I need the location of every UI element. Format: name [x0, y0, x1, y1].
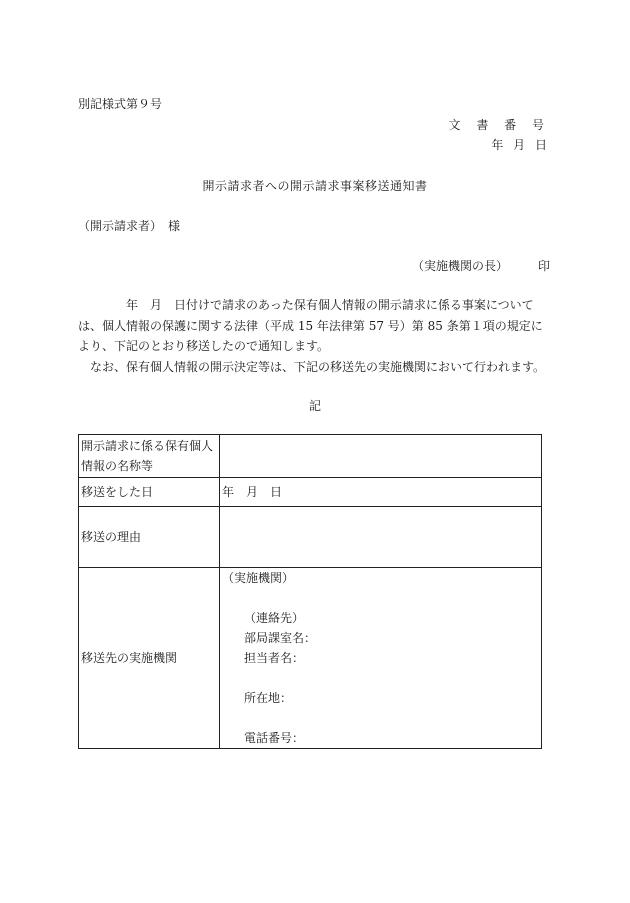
address-line: 所在地：: [244, 691, 293, 705]
form-number: 別記様式第９号: [78, 97, 163, 111]
requested-info-label: 開示請求に係る保有個人情報の名称等: [79, 435, 220, 478]
table-row: [79, 568, 542, 749]
destination-agency-value: [220, 568, 542, 749]
transfer-details-table: [78, 434, 542, 749]
transfer-reason-value: [220, 507, 542, 568]
addressee: （開示請求者） 様: [78, 219, 181, 233]
table-row: [79, 435, 542, 478]
table-row: [79, 478, 542, 507]
body-paragraph-1: 年 月 日付けで請求のあった保有個人情報の開示請求に係る事案については、個人情報の保護に関する法律（平成 15 年法律第 57 号）第 85 条第１項の規定により、下記のとおり移送したので通知します。: [78, 298, 543, 353]
destination-agency-label: 移送先の実施機関: [79, 568, 220, 749]
agency-line: （実施機関）: [222, 571, 295, 585]
transfer-date-label: 移送をした日: [79, 478, 220, 507]
body-paragraph-2: なお、保有個人情報の開示決定等は、下記の移送先の実施機関において行われます。: [78, 359, 546, 374]
contact-line: （連絡先）: [244, 611, 305, 625]
person-line: 担当者名：: [244, 651, 305, 665]
document-date-label: 年 月 日: [491, 138, 550, 152]
department-line: 部局課室名：: [244, 631, 317, 645]
phone-line: 電話番号：: [244, 731, 305, 745]
spacer: [222, 588, 539, 608]
sender: （実施機関の長） 印: [411, 259, 550, 273]
notice-body: [78, 295, 552, 377]
requested-info-value: [220, 435, 542, 478]
spacer: [222, 708, 539, 728]
spacer: [222, 668, 539, 688]
document-number-label: 文 書 番 号: [448, 118, 550, 132]
transfer-date-value: 年 月 日: [220, 478, 542, 507]
document-title: 開示請求者への開示請求事案移送通知書: [202, 179, 428, 193]
table-row: [79, 507, 542, 568]
ki-heading: 記: [308, 399, 321, 413]
transfer-reason-label: 移送の理由: [79, 507, 220, 568]
